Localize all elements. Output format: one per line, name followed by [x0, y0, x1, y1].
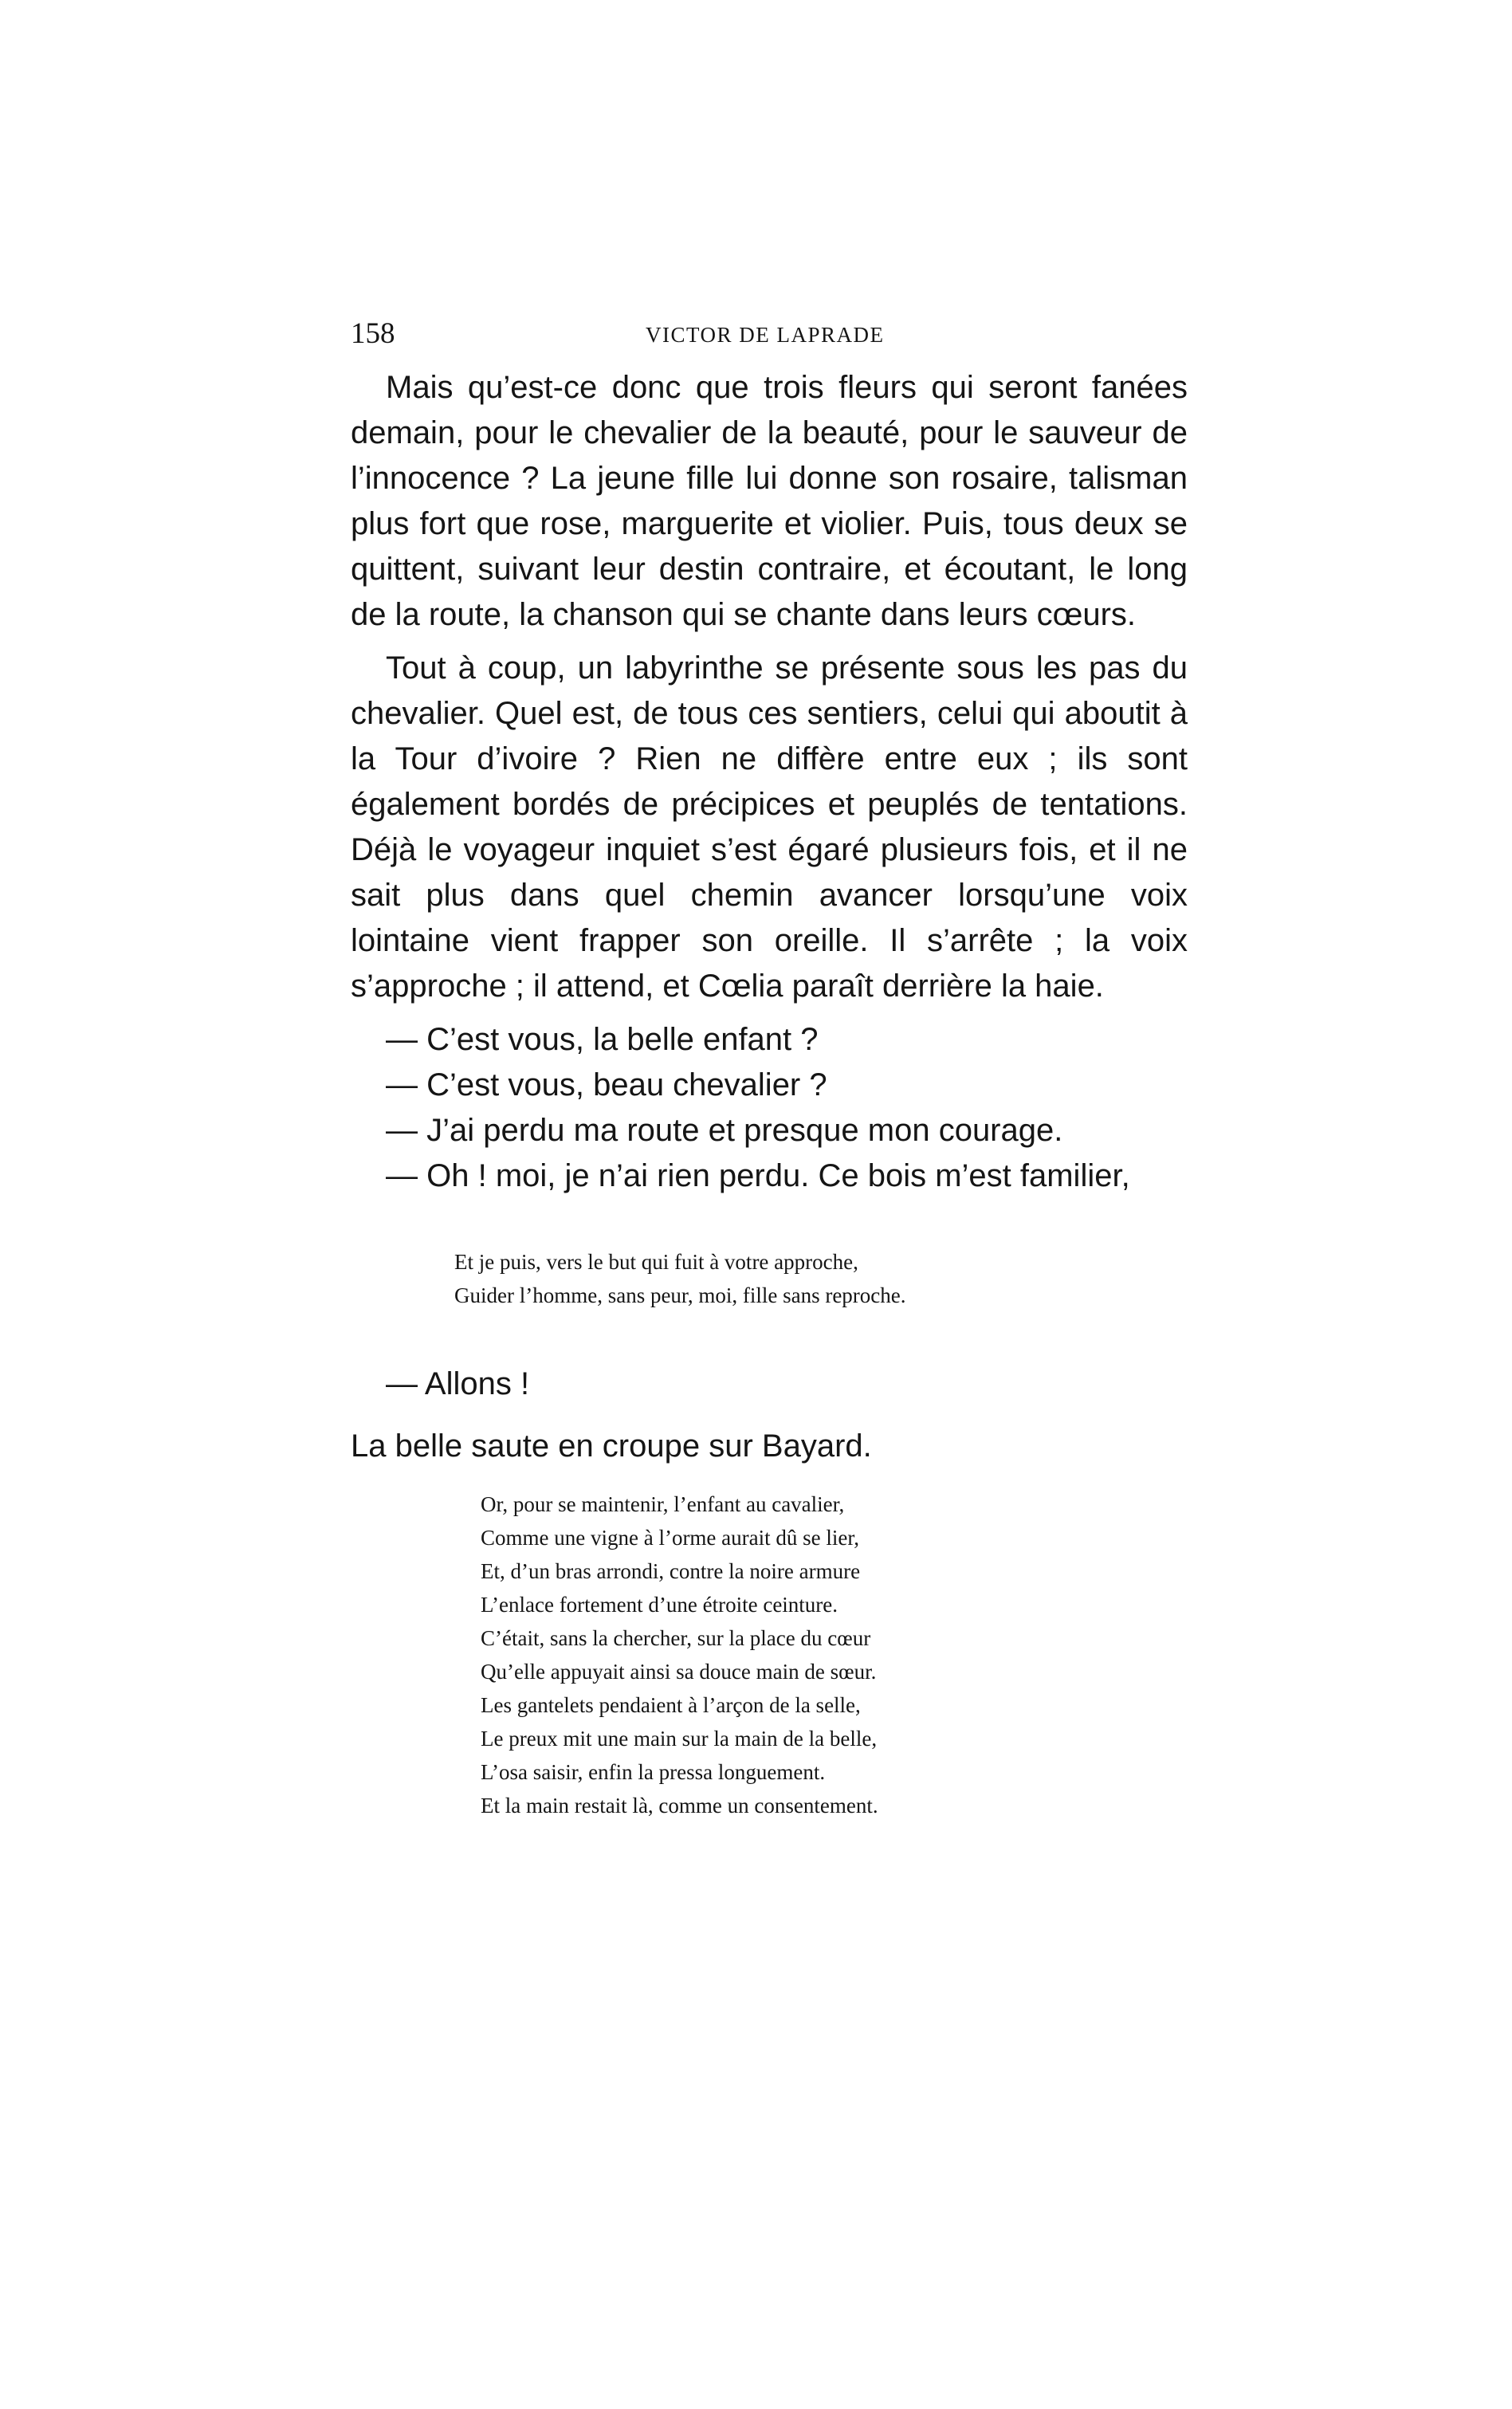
- verse-line: L’enlace fortement d’une étroite ceinture.: [481, 1593, 838, 1617]
- paragraph: Tout à coup, un labyrinthe se présente sous les pas du chevalier. Quel est, de tous ces sentiers, celui qui aboutit à la Tour d’ivoire ? Rien ne diffère entre eux ; ils sont également bordés de précipices et peuplés de tentations. Déjà le voyageur inquiet s’est égaré plusieurs fois, et il ne sait plus dans quel chemin avancer lorsqu’une voix lointaine vient frapper son oreille. Il s’arrête ; la voix s’approche ; il attend, et Cœlia paraît derrière la haie.: [351, 650, 1188, 1004]
- narrative-line: La belle saute en croupe sur Bayard.: [351, 1429, 872, 1464]
- verse-line: Guider l’homme, sans peur, moi, fille sans reproche.: [454, 1283, 906, 1307]
- narrative-continuation: [351, 1360, 872, 1470]
- page-number: 158: [351, 317, 395, 350]
- dialogue-line: — C’est vous, beau chevalier ?: [386, 1067, 827, 1102]
- verse-line: Les gantelets pendaient à l’arçon de la selle,: [481, 1693, 861, 1717]
- prose-body: [351, 365, 1188, 1199]
- running-title: VICTOR DE LAPRADE: [646, 323, 885, 347]
- verse-line: Et, d’un bras arrondi, contre la noire armure: [481, 1559, 861, 1583]
- verse-block-2: [481, 1487, 878, 1822]
- dialogue-line: — Oh ! moi, je n’ai rien perdu. Ce bois m’est familier,: [386, 1158, 1130, 1193]
- verse-line: Et la main restait là, comme un consentement.: [481, 1794, 878, 1818]
- verse-line: C’était, sans la chercher, sur la place du cœur: [481, 1626, 871, 1650]
- dialogue-line: — Allons !: [386, 1366, 530, 1401]
- verse-line: Or, pour se maintenir, l’enfant au cavalier,: [481, 1492, 845, 1516]
- verse-line: Et je puis, vers le but qui fuit à votre approche,: [454, 1250, 858, 1274]
- page-header: [351, 317, 1188, 357]
- verse-line: L’osa saisir, enfin la pressa longuement.: [481, 1760, 826, 1784]
- dialogue-line: — C’est vous, la belle enfant ?: [386, 1022, 819, 1057]
- verse-line: Qu’elle appuyait ainsi sa douce main de sœur.: [481, 1660, 877, 1684]
- dialogue-line: — J’ai perdu ma route et presque mon courage.: [386, 1113, 1063, 1148]
- verse-line: Comme une vigne à l’orme aurait dû se lier,: [481, 1526, 860, 1550]
- verse-block-1: [454, 1245, 906, 1312]
- verse-line: Le preux mit une main sur la main de la belle,: [481, 1727, 878, 1751]
- paragraph: Mais qu’est-ce donc que trois fleurs qui seront fanées demain, pour le chevalier de la beauté, pour le sauveur de l’innocence ? La jeune fille lui donne son rosaire, talisman plus fort que rose, marguerite et violier. Puis, tous deux se quittent, suivant leur destin contraire, et écoutant, le long de la route, la chanson qui se chante dans leurs cœurs.: [351, 370, 1188, 632]
